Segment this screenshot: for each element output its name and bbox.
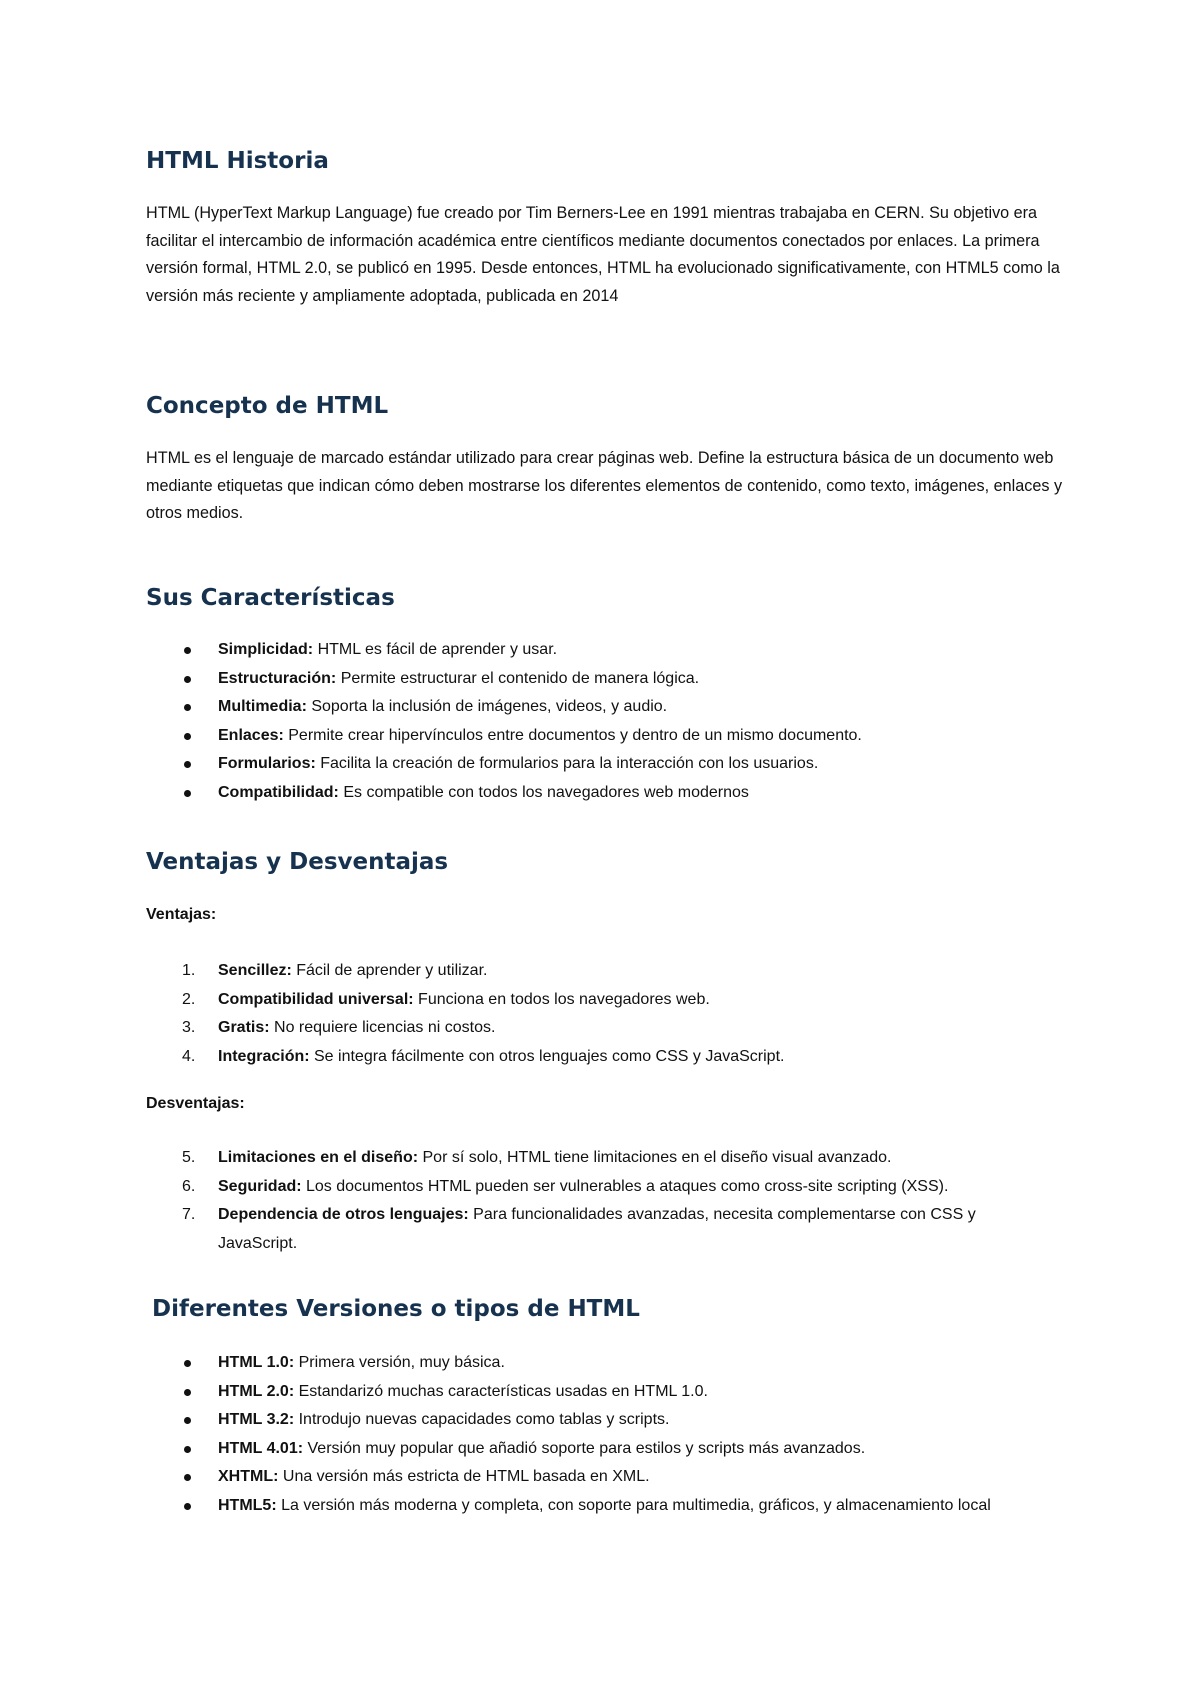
list-item-term: Estructuración: <box>218 669 337 687</box>
list-item-term: Sencillez: <box>218 962 292 979</box>
list-item-term: Compatibilidad: <box>218 783 339 801</box>
list-item-text: Para funcionalidades avanzadas, necesita complementarse con CSS y JavaScript. <box>218 1206 976 1252</box>
list-item <box>146 1378 1026 1407</box>
heading-ventajas-desventajas: Ventajas y Desventajas <box>146 849 449 875</box>
heading-historia: HTML Historia <box>146 148 329 174</box>
label-desventajas: Desventajas: <box>146 1095 245 1112</box>
paragraph-concepto: HTML es el lenguaje de marcado estándar utilizado para crear páginas web. Define la estructura básica de un documento web mediante etiquetas que indican cómo deben mostrarse los diferentes elementos de contenido, como texto, imágenes, enlaces y otros medios. <box>146 449 1063 522</box>
list-item-number: 4. <box>182 1047 196 1065</box>
heading-versiones: Diferentes Versiones o tipos de HTML <box>152 1296 640 1322</box>
list-item <box>146 779 1026 808</box>
list-item-text: No requiere licencias ni costos. <box>269 1019 496 1036</box>
list-item-text: Por sí solo, HTML tiene limitaciones en el diseño visual avanzado. <box>418 1149 892 1166</box>
list-item-text: La versión más moderna y completa, con soporte para multimedia, gráficos, y almacenamiento local <box>276 1496 991 1514</box>
list-item <box>146 1144 1026 1173</box>
list-item-term: HTML 1.0: <box>218 1354 295 1371</box>
list-item-text: Primera versión, muy básica. <box>294 1354 505 1371</box>
list-caracteristicas <box>146 636 1026 807</box>
list-item-term: Formularios: <box>218 755 316 772</box>
list-item <box>146 1043 1026 1072</box>
list-item-text: Es compatible con todos los navegadores web modernos <box>338 783 749 801</box>
heading-concepto: Concepto de HTML <box>146 393 389 419</box>
list-item-text: Facilita la creación de formularios para la interacción con los usuarios. <box>315 755 819 772</box>
list-item-term: XHTML: <box>218 1468 279 1485</box>
paragraph-historia: HTML (HyperText Markup Language) fue creado por Tim Berners-Lee en 1991 mientras trabajaba en CERN. Su objetivo era facilitar el intercambio de información académica entre científicos mediante documentos conectados por enlaces. La primera versión formal, HTML 2.0, se publicó en 1995. Desde entonces, HTML ha evolucionado significativamente, con HTML5 como la versión más reciente y ampliamente adoptada, publicada en 2014 <box>146 204 1060 305</box>
list-item-term: Simplicidad: <box>218 641 314 658</box>
list-item <box>146 1201 1026 1258</box>
list-item <box>146 722 1026 751</box>
list-item <box>146 1349 1026 1378</box>
list-item-text: Funciona en todos los navegadores web. <box>413 990 710 1008</box>
list-item-number: 1. <box>182 962 196 979</box>
list-item <box>146 957 1026 986</box>
list-item <box>146 1463 1026 1492</box>
list-ventajas <box>146 957 1026 1071</box>
list-item-number: 7. <box>182 1206 196 1223</box>
list-item <box>146 750 1026 779</box>
list-item <box>146 986 1026 1015</box>
list-item-term: Seguridad: <box>218 1177 302 1195</box>
list-item-term: Multimedia: <box>218 698 307 715</box>
list-item-text: Soporta la inclusión de imágenes, videos, y audio. <box>306 698 668 715</box>
list-item-term: Limitaciones en el diseño: <box>218 1149 419 1166</box>
list-item-term: Gratis: <box>218 1019 270 1036</box>
list-item-term: HTML 4.01: <box>218 1439 304 1457</box>
list-item-term: HTML 3.2: <box>218 1411 295 1428</box>
list-item-number: 6. <box>182 1177 196 1195</box>
list-item-term: Enlaces: <box>218 726 284 744</box>
list-item-text: HTML es fácil de aprender y usar. <box>313 641 558 658</box>
list-item-number: 2. <box>182 990 196 1008</box>
list-item <box>146 1435 1026 1464</box>
list-item-text: Permite estructurar el contenido de manera lógica. <box>336 669 700 687</box>
list-versiones <box>146 1349 1026 1520</box>
list-item-term: Integración: <box>218 1047 310 1065</box>
list-item-text: Fácil de aprender y utilizar. <box>291 962 488 979</box>
list-item-term: Compatibilidad universal: <box>218 990 414 1008</box>
list-item-text: Versión muy popular que añadió soporte para estilos y scripts más avanzados. <box>303 1439 866 1457</box>
list-item <box>146 1173 1026 1202</box>
list-item <box>146 1492 1026 1521</box>
list-item <box>146 1014 1026 1043</box>
list-item <box>146 636 1026 665</box>
list-item-term: HTML5: <box>218 1496 277 1514</box>
list-item <box>146 1406 1026 1435</box>
list-item-number: 5. <box>182 1149 196 1166</box>
list-item <box>146 665 1026 694</box>
list-item-text: Permite crear hipervínculos entre documentos y dentro de un mismo documento. <box>283 726 862 744</box>
list-item-term: HTML 2.0: <box>218 1382 295 1400</box>
label-ventajas: Ventajas: <box>146 906 217 923</box>
list-item-text: Una versión más estricta de HTML basada en XML. <box>278 1468 650 1485</box>
list-item-text: Los documentos HTML pueden ser vulnerables a ataques como cross-site scripting (XSS). <box>301 1177 949 1195</box>
list-item-text: Estandarizó muchas características usadas en HTML 1.0. <box>294 1382 708 1400</box>
list-item-term: Dependencia de otros lenguajes: <box>218 1206 469 1223</box>
list-item-number: 3. <box>182 1019 196 1036</box>
list-item <box>146 693 1026 722</box>
list-item-text: Introdujo nuevas capacidades como tablas y scripts. <box>294 1411 670 1428</box>
list-item-text: Se integra fácilmente con otros lenguajes como CSS y JavaScript. <box>309 1047 785 1065</box>
list-desventajas <box>146 1144 1026 1258</box>
heading-caracteristicas: Sus Características <box>146 585 395 611</box>
